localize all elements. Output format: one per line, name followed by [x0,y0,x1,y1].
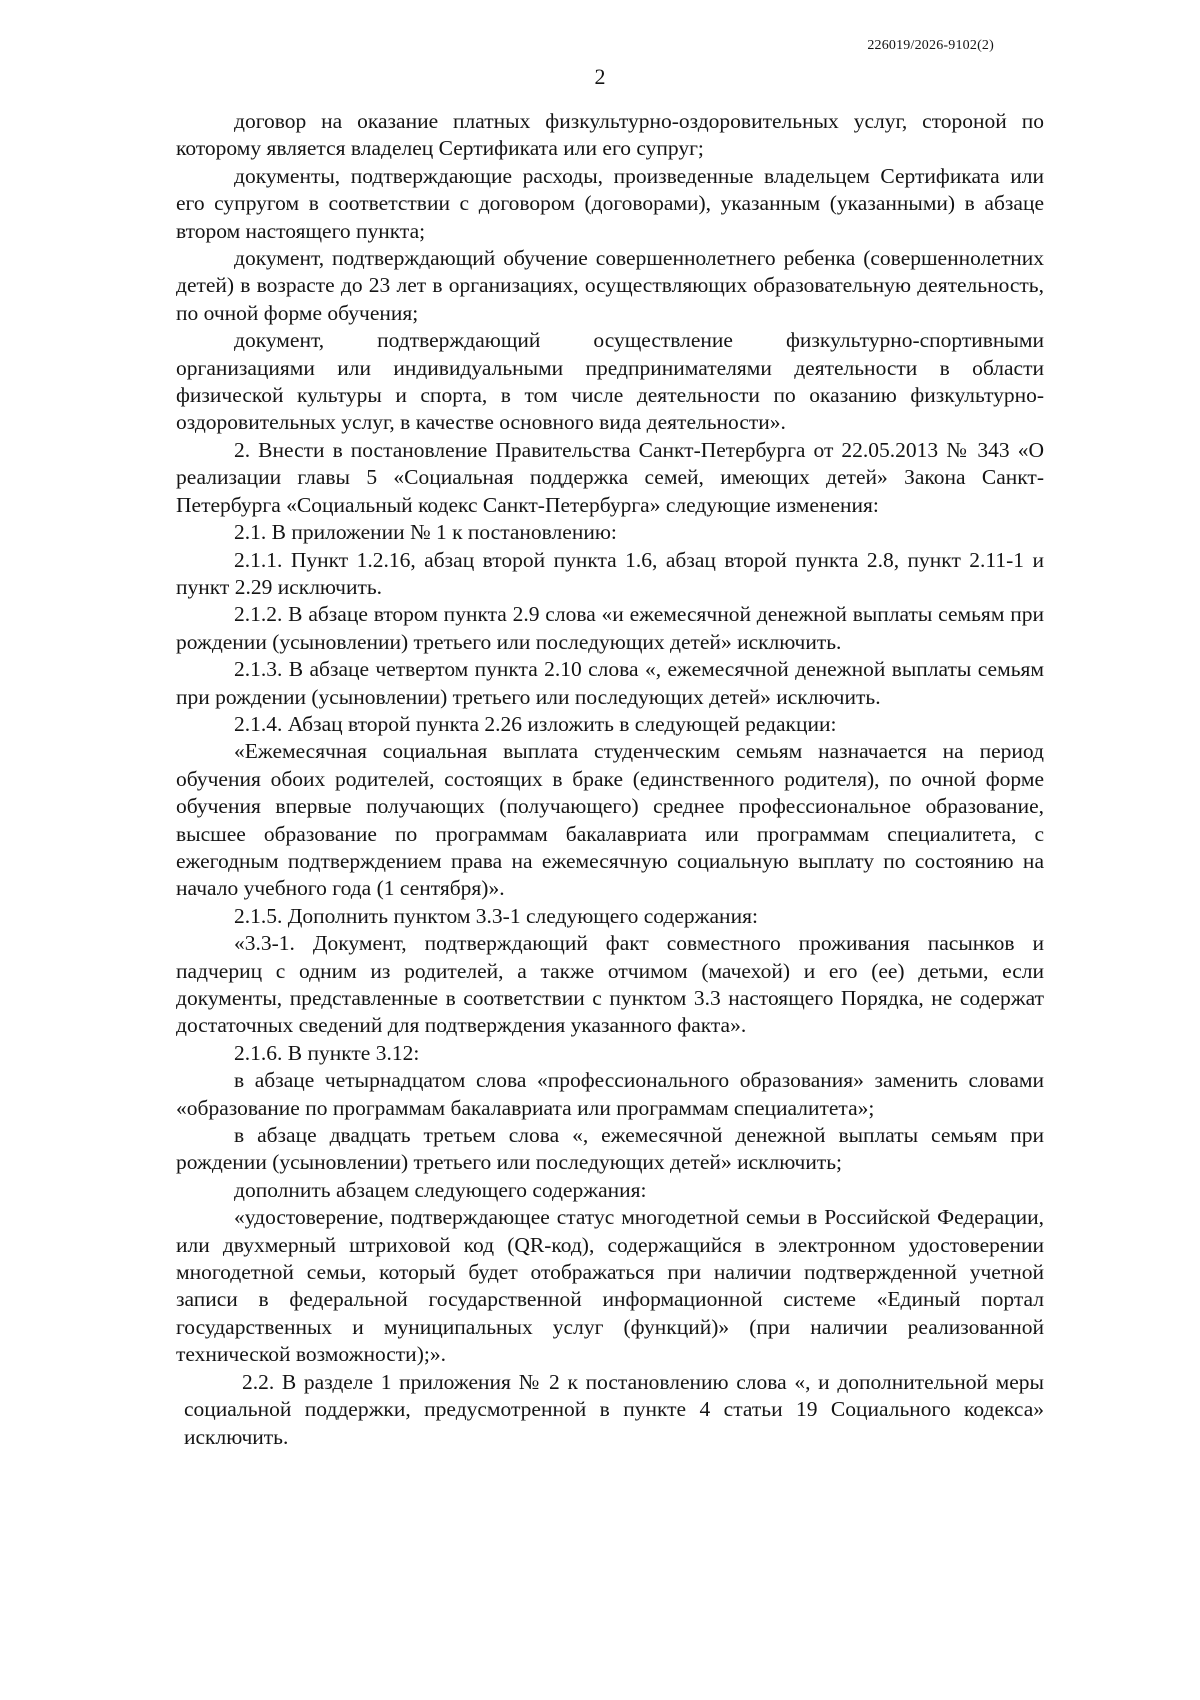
paragraph-item-2-1-2: 2.1.2. В абзаце втором пункта 2.9 слова «и ежемесячной денежной выплаты семьям при рождении (усыновлении) третьего или последующих детей» исключить. [176,602,1044,654]
paragraph-item-2-1: 2.1. В приложении № 1 к постановлению: [234,520,617,545]
paragraph-contract: договор на оказание платных физкультурно-оздоровительных услуг, стороной по которому является владелец Сертификата или его супруг; [176,109,1044,161]
page-number: 2 [594,64,606,89]
paragraph-twenty-third-paragraph: в абзаце двадцать третьем слова «, ежемесячной денежной выплаты семьям при рождении (усыновлении) третьего или последующих детей» исключить; [176,1123,1044,1175]
paragraph-item-2: 2. Внести в постановление Правительства Санкт-Петербурга от 22.05.2013 № 343 «О реализации главы 5 «Социальная поддержка семей, имеющих детей» Закона Санкт-Петербурга «Социальный кодекс Санкт-Петербурга» следующие изменения: [176,437,1044,517]
paragraph-student-families-quote: «Ежемесячная социальная выплата студенческим семьям назначается на период обучения обоих родителей, состоящих в браке (единственного родителя), по очной форме обучения впервые получающих (получающего) среднее профессиональное образование, высшее образование по программам бакалавриата или программам специалитета, с ежегодным подтверждением права на ежемесячную социальную выплату по состоянию на начало учебного года (1 сентября)». [176,739,1044,901]
paragraph-sports-activity-document: документ, подтверждающий осуществление физкультурно-спортивными организациями или индивидуальными предпринимателями деятельности в области физической культуры и спорта, в том числе деятельности по оказанию физкультурно-оздоровительных услуг, в качестве основного вида деятельности». [176,328,1044,435]
paragraph-education-document: документ, подтверждающий обучение совершеннолетнего ребенка (совершеннолетних детей) в возрасте до 23 лет в организациях, осуществляющих образовательную деятельность, по очной форме обучения; [176,246,1044,325]
document-number: 226019/2026-9102(2) [867,38,994,53]
paragraph-item-2-1-3: 2.1.3. В абзаце четвертом пункта 2.10 слова «, ежемесячной денежной выплаты семьям при рождении (усыновлении) третьего или последующих детей» исключить. [176,657,1044,709]
paragraph-fourteenth-paragraph: в абзаце четырнадцатом слова «профессионального образования» заменить словами «образование по программам бакалавриата или программам специалитета»; [176,1068,1044,1120]
paragraph-large-family-certificate-quote: «удостоверение, подтверждающее статус многодетной семьи в Российской Федерации, или двухмерный штриховой код (QR-код), содержащийся в электронном удостоверении многодетной семьи, который будет отображаться при наличии подтвержденной учетной записи в федеральной государственной информационной системе «Единый портал государственных и муниципальных услуг (функций)» (при наличии реализованной технической возможности);». [176,1205,1044,1367]
document-body [176,108,1044,1451]
paragraph-add-paragraph: дополнить абзацем следующего содержания: [234,1177,647,1202]
paragraph-expense-documents: документы, подтверждающие расходы, произведенные владельцем Сертификата или его супругом в соответствии с договором (договорами), указанным (указанными) в абзаце втором настоящего пункта; [176,163,1044,243]
paragraph-item-2-1-5: 2.1.5. Дополнить пунктом 3.3-1 следующего содержания: [234,903,758,928]
paragraph-item-2-1-1: 2.1.1. Пункт 1.2.16, абзац второй пункта 1.6, абзац второй пункта 2.8, пункт 2.11-1 и пункт 2.29 исключить. [176,547,1044,599]
paragraph-item-2-1-4: 2.1.4. Абзац второй пункта 2.26 изложить в следующей редакции: [234,711,837,736]
paragraph-item-2-2: 2.2. В разделе 1 приложения № 2 к постановлению слова «, и дополнительной меры социальной поддержки, предусмотренной в пункте 4 статьи 19 Социального кодекса» исключить. [184,1369,1044,1449]
paragraph-item-2-1-6: 2.1.6. В пункте 3.12: [234,1040,420,1065]
paragraph-item-3-3-1-quote: «3.3-1. Документ, подтверждающий факт совместного проживания пасынков и падчериц с одним из родителей, а также отчимом (мачехой) и его (ее) детьми, если документы, представленные в соответствии с пунктом 3.3 настоящего Порядка, не содержат достаточных сведений для подтверждения указанного факта». [176,931,1044,1038]
